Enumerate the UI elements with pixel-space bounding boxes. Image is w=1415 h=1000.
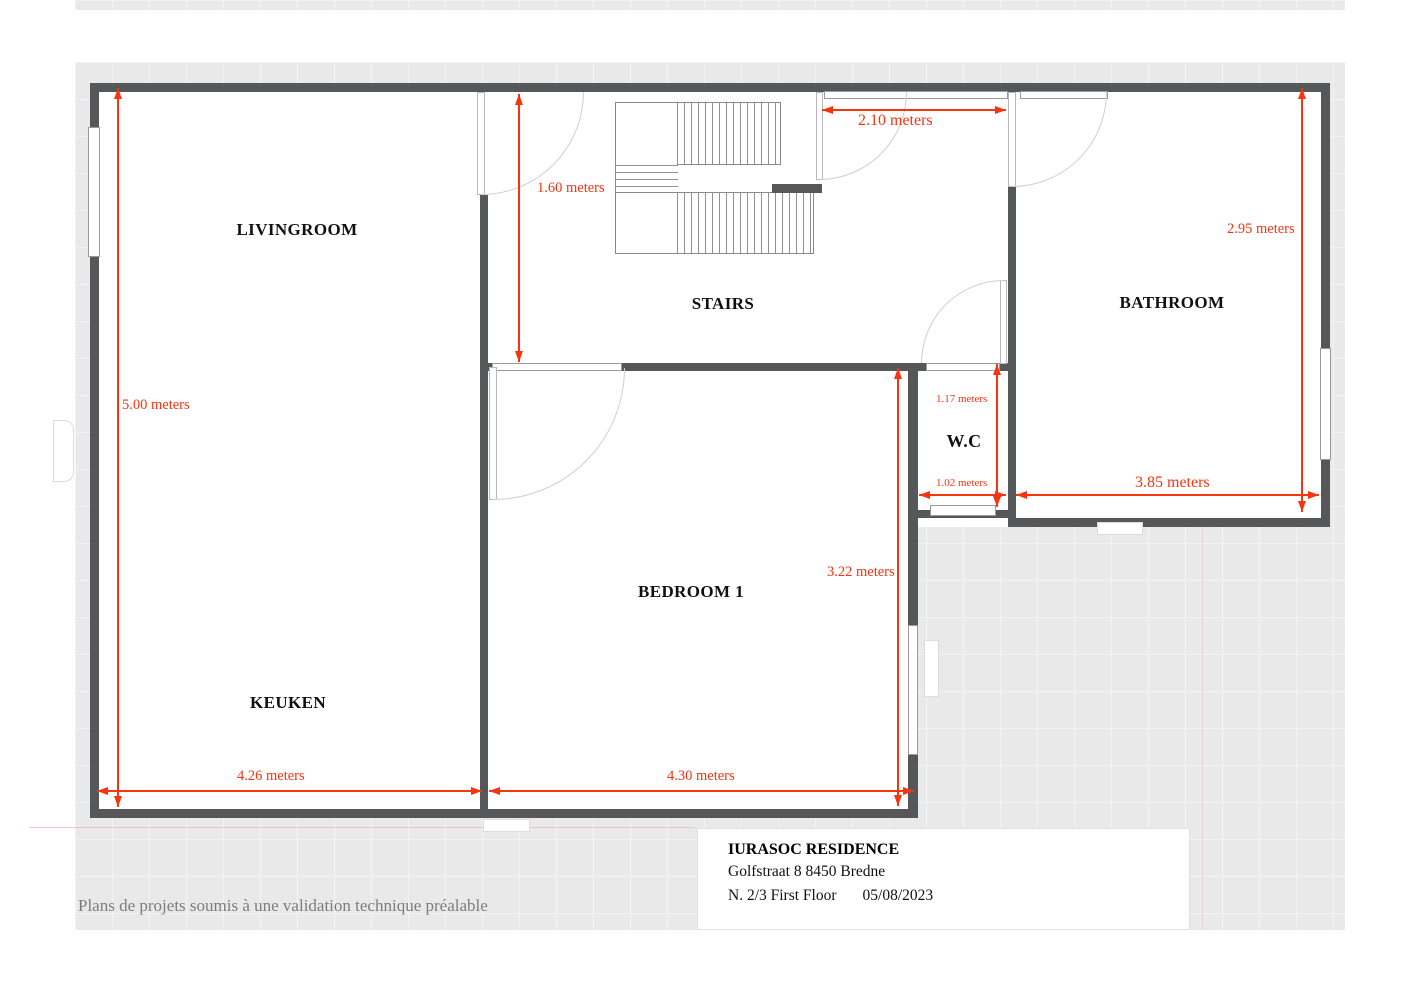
- wall-top: [90, 83, 1330, 92]
- window-sill-bathroom-bottom: [1097, 522, 1143, 535]
- stairs-lower-flight: [677, 192, 814, 254]
- window-bathroom-right: [1320, 348, 1331, 460]
- stairs-handrail-wall: [772, 184, 822, 193]
- project-date: 05/08/2023: [862, 887, 934, 904]
- room-label-stairs: STAIRS: [691, 294, 755, 313]
- window-sill-bedroom-right: [924, 640, 939, 697]
- room-label-livingroom: LIVINGROOM: [236, 220, 358, 239]
- door-arc-bathroom: [1012, 92, 1107, 187]
- wall-stairs-bathroom: [1008, 187, 1016, 363]
- dimension-label-keuken-width: 4.26 meters: [237, 768, 305, 784]
- room-label-bathroom: BATHROOM: [1119, 293, 1225, 312]
- wall-interior-vertical: [480, 195, 488, 818]
- dimension-label-bedroom-height: 3.22 meters: [827, 564, 895, 580]
- project-address: Golfstraat 8 8450 Bredne: [728, 863, 886, 880]
- wall-bathroom-right: [1321, 83, 1330, 527]
- dimension-label-bedroom-width: 4.30 meters: [667, 768, 735, 784]
- window-livingroom-left: [88, 127, 100, 257]
- room-label-bedroom1: BEDROOM 1: [637, 582, 745, 601]
- dimension-label-bathroom-height: 2.95 meters: [1227, 221, 1295, 237]
- wall-wc-right: [1008, 363, 1016, 518]
- stairs-winders: [615, 165, 678, 193]
- window-wc-bottom: [930, 505, 996, 516]
- stairs-upper-flight: [677, 102, 781, 165]
- dimension-label-bathroom-width: 3.85 meters: [1135, 474, 1210, 491]
- dimension-label-wc-height: 1.17 meters: [936, 393, 988, 405]
- sheet-top-edge: [75, 0, 1345, 10]
- wall-bedroom-top-right: [622, 363, 918, 371]
- wall-wc-top-left-stub: [908, 363, 928, 371]
- chimney-left: [53, 420, 74, 482]
- door-arc-wc: [921, 280, 1004, 363]
- guide-line-vertical: [1202, 527, 1203, 930]
- dimension-label-living-height: 5.00 meters: [122, 397, 190, 413]
- room-label-wc: W.C: [946, 431, 982, 451]
- window-sill-bottom: [483, 819, 530, 832]
- dimension-label-stairs-height: 1.60 meters: [537, 180, 605, 196]
- window-bedroom-right: [908, 625, 918, 755]
- project-name: IURASOC RESIDENCE: [728, 841, 900, 858]
- door-opening-wc: [926, 363, 1000, 371]
- wall-bathroom-bottom: [1008, 518, 1330, 527]
- wall-bottom: [90, 809, 918, 818]
- guide-line-horizontal: [30, 827, 695, 828]
- project-floor: N. 2/3 First Floor: [728, 887, 837, 904]
- room-label-keuken: KEUKEN: [249, 693, 327, 712]
- door-arc-bedroom: [493, 368, 625, 500]
- title-block: [697, 828, 1190, 930]
- dimension-label-hall-width: 2.10 meters: [858, 112, 933, 129]
- dimension-label-wc-width: 1.02 meters: [936, 477, 988, 489]
- validation-note: Plans de projets soumis à une validation technique préalable: [78, 896, 488, 915]
